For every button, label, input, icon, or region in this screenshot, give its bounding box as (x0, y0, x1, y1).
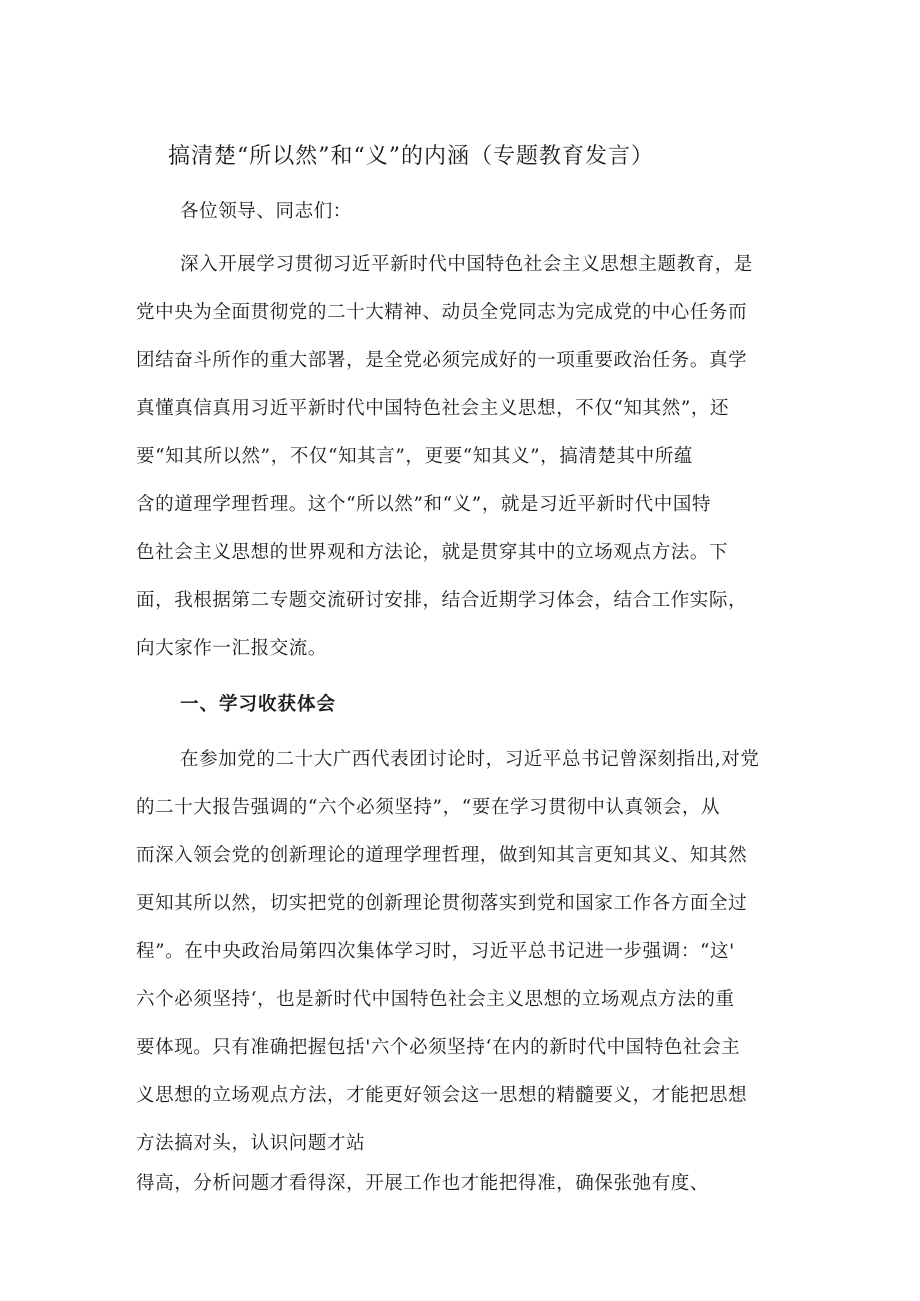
paragraph-line: 方法搞对头，认识问题才站 (136, 1133, 366, 1154)
paragraph-line: 在参加党的二十大广西代表团讨论时，习近平总书记曾深刻指出,对党 (180, 749, 760, 770)
paragraph-line: 真懂真信真用习近平新时代中国特色社会主义思想，不仅“知其然”，还 (136, 398, 730, 419)
paragraph-line: 党中央为全面贯彻党的二十大精神、动员全党同志为完成党的中心任务而 (136, 302, 748, 323)
paragraph-line: 面，我根据第二专题交流研讨安排，结合近期学习体会，结合工作实际， (136, 590, 748, 611)
paragraph-line: 团结奋斗所作的重大部署，是全党必须完成好的一项重要政治任务。真学 (136, 350, 748, 371)
paragraph-line: 程”。在中央政治局第四次集体学习时，习近平总书记进一步强调：“这' (136, 941, 735, 962)
paragraph-line: 向大家作一汇报交流。 (136, 638, 328, 659)
paragraph-line: 深入开展学习贯彻习近平新时代中国特色社会主义思想主题教育，是 (180, 254, 754, 275)
paragraph-line: 的二十大报告强调的“六个必须坚持”，“要在学习贯彻中认真领会，从 (136, 797, 721, 818)
paragraph-line: 含的道理学理哲理。这个“所以然”和“义”，就是习近平新时代中国特 (136, 494, 712, 515)
paragraph-line: 得高，分析问题才看得深，开展工作也才能把得准，确保张弛有度、 (136, 1173, 710, 1194)
paragraph-line: 义思想的立场观点方法，才能更好领会这一思想的精髓要义，才能把思想 (136, 1085, 748, 1106)
paragraph-line: 更知其所以然，切实把党的创新理论贯彻落实到党和国家工作各方面全过 (136, 893, 748, 914)
paragraph-line: 色社会主义思想的世界观和方法论，就是贯穿其中的立场观点方法。下 (136, 542, 729, 563)
paragraph-line: 六个必须坚持‘，也是新时代中国特色社会主义思想的立场观点方法的重 (136, 989, 735, 1010)
document-title: 搞清楚“所以然”和“义”的内涵（专题教育发言） (168, 144, 654, 169)
section-heading: 一、学习收获体会 (180, 694, 337, 715)
paragraph-line: 要“知其所以然”，不仅“知其言”，更要“知其义”，搞清楚其中所蕴 (136, 446, 693, 467)
paragraph-line: 而深入领会党的创新理论的道理学理哲理，做到知其言更知其义、知其然 (136, 845, 748, 866)
salutation: 各位领导、同志们： (180, 201, 352, 222)
paragraph-line: 要体现。只有准确把握包括'六个必须坚持‘在内的新时代中国特色社会主 (136, 1037, 741, 1058)
